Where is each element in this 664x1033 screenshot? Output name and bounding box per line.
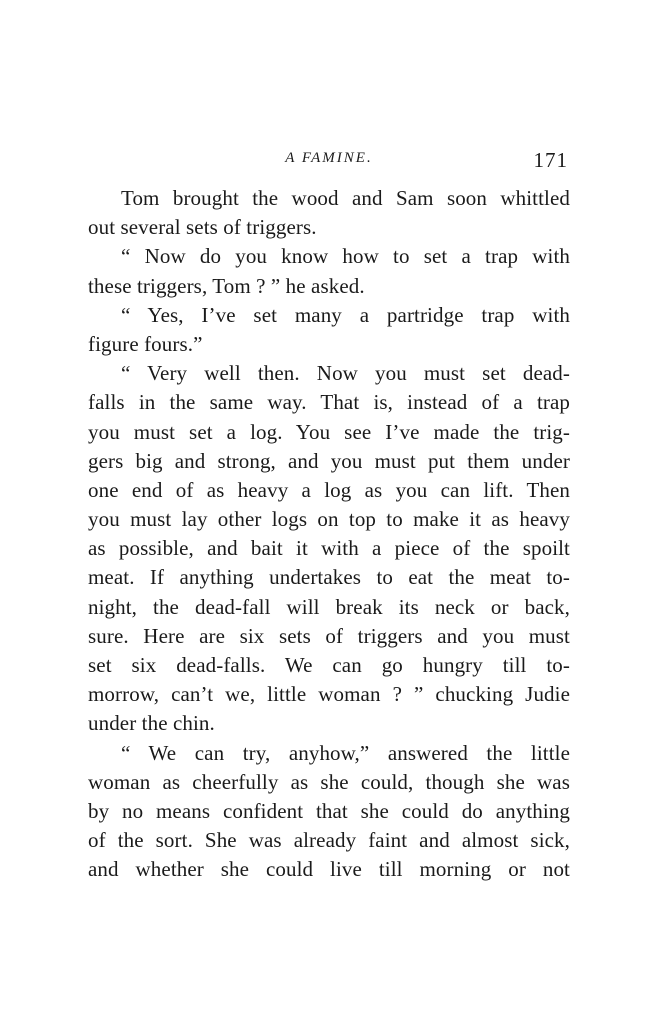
text-line: under the chin. bbox=[88, 711, 215, 736]
text-line: “ Yes, I’ve set many a partridge trap with bbox=[121, 302, 570, 327]
text-line: set six dead-falls. We can go hungry till to- bbox=[88, 653, 570, 677]
text-line: by no means confident that she could do anything bbox=[88, 798, 570, 823]
text-line: of the sort. She was already faint and almost sick, bbox=[88, 828, 570, 853]
text-line: falls in the same way. That is, instead of a trap bbox=[88, 390, 570, 415]
text-line: gers big and strong, and you must put them under bbox=[88, 448, 570, 473]
text-line: Tom brought the wood and Sam soon whittled bbox=[121, 186, 570, 210]
text-line: sure. Here are six sets of triggers and you must bbox=[88, 623, 570, 648]
text-line: “ Very well then. Now you must set dead- bbox=[121, 361, 570, 386]
text-line: one end of as heavy a log as you can lift. Then bbox=[88, 477, 570, 502]
text-line: meat. If anything undertakes to eat the meat to- bbox=[88, 565, 570, 590]
text-line: figure fours.” bbox=[88, 331, 203, 356]
text-line: “ We can try, anyhow,” answered the little bbox=[121, 740, 570, 765]
text-line: you must set a log. You see I’ve made the trig- bbox=[88, 419, 570, 444]
text-line: “ Now do you know how to set a trap with bbox=[121, 244, 570, 269]
body-text bbox=[88, 184, 570, 885]
text-line: woman as cheerfully as she could, though she was bbox=[88, 769, 570, 794]
running-head bbox=[88, 148, 570, 172]
text-line: you must lay other logs on top to make it as heavy bbox=[88, 507, 570, 532]
text-line: and whether she could live till morning or not bbox=[88, 857, 570, 882]
text-line: morrow, can’t we, little woman ? ” chucking Judie bbox=[88, 682, 570, 707]
text-line: out several sets of triggers. bbox=[88, 215, 317, 240]
text-line: as possible, and bait it with a piece of the spoilt bbox=[88, 536, 570, 561]
text-line: these triggers, Tom ? ” he asked. bbox=[88, 273, 365, 298]
text-line: night, the dead-fall will break its neck or back, bbox=[88, 594, 570, 619]
page-number: 171 bbox=[533, 148, 568, 172]
running-title: A FAMINE. bbox=[285, 150, 373, 166]
